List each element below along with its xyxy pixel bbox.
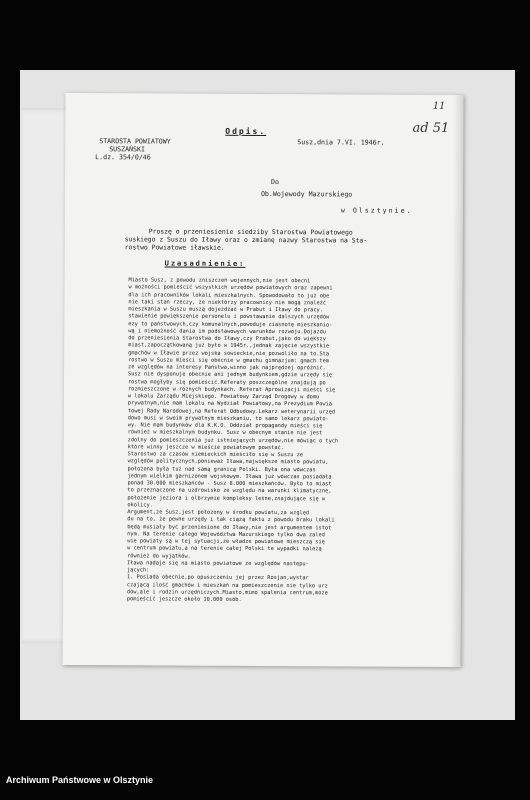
body-line: w lokalu Zarządu Miejskiego. Powiatowy Zarząd Drogowy w domu — [127, 393, 320, 401]
place-date: Susz,dnia 7.VI. 1946r. — [297, 138, 385, 147]
body-line: położona była tuż nad samą granicą Polski. Była ona wówczas — [127, 465, 316, 473]
section-heading: Uzasadnienie: — [164, 259, 246, 268]
recipient-name: Ob.Wojewody Mazurskiego — [260, 189, 353, 199]
body-line: Argument,że Susz,jest położony w środku powiatu,za względ — [127, 509, 310, 517]
body-line: Miasto Susz, z powodu zniszczeń wojennych,nie jest obecni — [128, 277, 311, 285]
body-line: jednym wielkim garnizonem wojskowym. Iława już wówczas posiadała — [127, 473, 332, 481]
body-line: wą i niemożność dania im podstawowych warunków rozwoju.Dojazdu — [128, 328, 326, 336]
body-line: w możności pomieścić wszystkich urzędów powiatowych oraz zapewni — [128, 284, 333, 292]
recipient-prefix: Do — [271, 178, 280, 187]
body-line: Starostwo za czasów niemieckich mieściło się w Suszu ze — [127, 451, 304, 459]
body-line: stawienie powiększenie personelu i powstawanie dalszych urzędów — [128, 313, 330, 321]
body-line: mieszkania w Suszu muszą dojeżdżać w Prabut i Iławy do pracy. — [128, 306, 323, 314]
document-page — [63, 93, 464, 667]
body-line: Iława nadaje się na miasto powiatowe ze względów następu- — [127, 560, 309, 567]
body-line: ezy to państwowych,czy komunalnych,powoduje ciasnotę mieszkanio- — [128, 320, 333, 328]
intro-line-3: rostwo Powiatowe iławskie. — [124, 243, 225, 252]
copy-mark: Odpis. — [225, 126, 267, 137]
body-line: nie taki stan rzeczy, że niektórzy pracownicy nie mogą znaleźć — [128, 299, 327, 307]
body-line: położenie jeziora i olbrzymie kompleksy leśne,znajdujące się w — [127, 494, 326, 502]
body-line: pomieścić jeszcze około 10.000 osób. — [126, 596, 242, 603]
body-line: ponad 30.000 mieszkańców - Susz 8.000 mieszkańców. Było to miast — [127, 480, 332, 488]
archive-watermark: Archiwum Państwowe w Olsztynie — [6, 775, 154, 785]
body-line: zdolny do pomieszczenia już istniejących urzędów,nie mówiąc o tych — [127, 436, 339, 444]
body-line: również w mieszkalnym budynku. Susz w obecnym stanie nie jest — [127, 429, 323, 437]
body-line: to przeznaczone na uzdrowisko ze względu na warunki klimatyczne, — [127, 487, 332, 495]
office-name: STAROSTA POWIATOWY — [99, 137, 171, 146]
office-district: SUSZAŃSKI — [109, 145, 145, 154]
body-line: czającą ilość gmachów i mieszkań na pomieszczenie nie tylko urz — [126, 581, 328, 589]
body-line: również do wyjątków. — [127, 552, 191, 560]
body-line: miast,zapoczątkowaną już było w 1945r.,jednak zajęcie wszystkie — [128, 342, 330, 350]
intro-line-2: suskiego z Suszu do Iławy oraz o zmianę nazwy Starostwa na Sta- — [124, 235, 368, 245]
page-number-handwritten: 11 — [432, 100, 446, 112]
body-line: dla ich pracowników lokali mieszkalnych. Spowodowało to już obe — [128, 291, 330, 299]
body-line: będą musiały być przeniesione do Iławy,nie jest argumentem istot — [127, 523, 332, 531]
body-line: jących: — [126, 567, 150, 574]
body-line: rozmieszczone w różnych budynkach. Referat Aprowizacji mieści się — [127, 386, 336, 394]
body-line: do przeniesienia Starostwa do Iławy,czy Prabut,jako do większy — [128, 335, 326, 343]
body-line: w centrum powiatu,a na terenie całej Polski te wypadki należą — [127, 545, 322, 553]
body-line: 1. Posiada obecnie,po opuszczeniu jej przez Rosjan,wystar — [126, 574, 309, 582]
body-line: gmachów w Iławie przez wojska sowieckie,nie pozwoliło na to.Sta — [128, 349, 330, 357]
body-line: rostwa mogłyby się pomieścić.Referaty poszczególne znajdują po — [127, 378, 326, 386]
body-line: wie powiaty są w tej sytuacji,że władze powiatowe mieszczą się — [127, 538, 325, 546]
body-line: ze względów na interesy Państwa,winno jak najprędzej opróżnić. — [128, 364, 326, 372]
intro-line-1: Proszę o przeniesienie siedziby Starostwa Powiatowego — [148, 227, 353, 237]
recipient-city: w Olsztynie. — [340, 206, 413, 215]
handwritten-annotation: ad 51 — [412, 120, 450, 136]
body-line: dowo musi w swoim prywatnym mieszkaniu, to samo lekarz powiato- — [127, 415, 329, 423]
body-line: du na to, że pewne urzędy i tak ciążą faktu z powodu braku lokali — [127, 516, 335, 524]
body-line: Susz nie dysponuje obecnie ani jednym budynkiem,gdzie urzędy się — [128, 371, 333, 379]
body-line: nym. Na terenie całego Województwa Mazurskiego tylko dwa zaled — [127, 531, 325, 539]
body-line: rostwo w Suszu mieści się obecnie w gmachu gimnazjum: gmach tem — [128, 357, 330, 365]
body-line: prywatnym,nie mam lokalu na Wydział Powiatowy,na Prezydium Powia — [127, 400, 332, 408]
body-line: okolicy. — [127, 502, 153, 509]
body-line: wy. Nie mam budynków dla K.K.O. Oddział propagandy mieści się — [127, 422, 323, 430]
body-line: które winny jeszcze w mieście powiatowym powstać. — [127, 444, 284, 451]
body-line: względów politycznych,ponieważ Iława,największe miasto powiatu, — [127, 458, 329, 466]
reference-number: L.dz. 354/0/46 — [95, 153, 151, 162]
body-line: towej Rady Narodowej,na Referat Odbudowy.Lekarz weterynarii urzęd — [127, 407, 336, 415]
body-line: dów,ale i rodzin urzędniczych.Miasto,mimo spalenia centrum,może — [126, 589, 328, 597]
body-text — [127, 277, 439, 605]
